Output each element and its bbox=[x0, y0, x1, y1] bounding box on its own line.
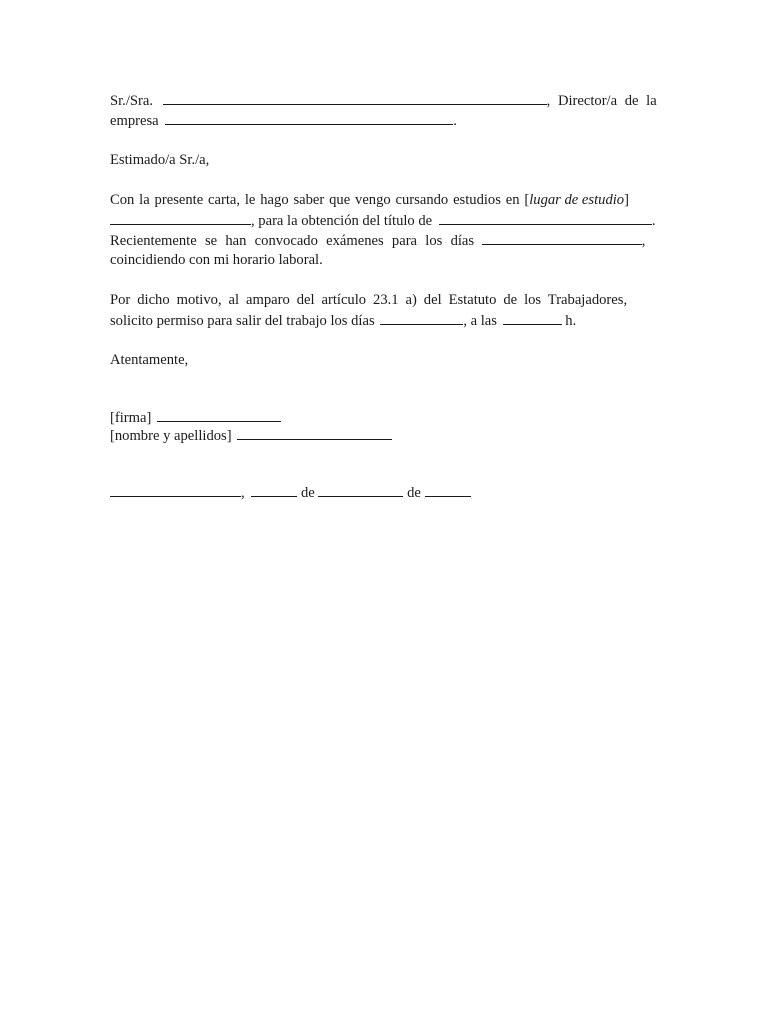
paragraph1-line2 bbox=[110, 210, 655, 230]
bracket-close: ] bbox=[624, 192, 629, 208]
recipient-line-1 bbox=[110, 90, 659, 110]
city-blank[interactable] bbox=[110, 482, 241, 497]
period: . bbox=[651, 213, 656, 229]
company-label: empresa bbox=[110, 113, 159, 129]
signature-label: [firma] bbox=[110, 410, 152, 426]
name-blank[interactable] bbox=[237, 425, 392, 440]
paragraph1-line4: coincidiendo con mi horario laboral. bbox=[110, 252, 323, 268]
period: . bbox=[453, 113, 457, 129]
study-place-placeholder: lugar de estudio bbox=[529, 192, 625, 208]
signature-line bbox=[110, 407, 281, 427]
paragraph1-text: Con la presente carta, le hago saber que vengo cursando estudios en [ bbox=[110, 192, 530, 208]
date-line bbox=[110, 482, 471, 502]
recipient-suffix: , Director/a de la bbox=[546, 93, 657, 109]
greeting: Estimado/a Sr./a, bbox=[110, 152, 210, 168]
de-label: de bbox=[407, 485, 421, 501]
paragraph2-line2 bbox=[110, 310, 576, 330]
comma: , bbox=[641, 233, 646, 249]
paragraph1-line3 bbox=[110, 230, 645, 250]
paragraph1-line1 bbox=[110, 190, 629, 210]
company-name-blank[interactable] bbox=[165, 110, 453, 125]
degree-blank[interactable] bbox=[439, 210, 652, 225]
exams-text: Recientemente se han convocado exámenes para los días bbox=[110, 233, 475, 249]
paragraph2-text: Por dicho motivo, al amparo del artículo 23.1 a) del Estatuto de los Trabajadores, bbox=[110, 292, 628, 308]
recipient-prefix: Sr./Sra. bbox=[110, 93, 153, 109]
comma: , bbox=[241, 485, 245, 501]
paragraph2-line1 bbox=[110, 290, 627, 310]
leave-time-blank[interactable] bbox=[503, 310, 562, 325]
time-text: , a las bbox=[463, 313, 497, 329]
exam-days-blank[interactable] bbox=[482, 230, 642, 245]
name-line bbox=[110, 425, 392, 445]
closing: Atentamente, bbox=[110, 352, 189, 368]
recipient-name-blank[interactable] bbox=[163, 90, 547, 105]
leave-days-blank[interactable] bbox=[380, 310, 463, 325]
signature-blank[interactable] bbox=[157, 407, 281, 422]
degree-text: , para la obtención del título de bbox=[251, 213, 433, 229]
recipient-line-2 bbox=[110, 110, 457, 130]
month-blank[interactable] bbox=[318, 482, 403, 497]
year-blank[interactable] bbox=[425, 482, 471, 497]
study-place-blank[interactable] bbox=[110, 210, 251, 225]
permission-text: solicito permiso para salir del trabajo los días bbox=[110, 313, 375, 329]
hour-suffix: h. bbox=[565, 313, 577, 329]
day-blank[interactable] bbox=[251, 482, 297, 497]
de-label: de bbox=[300, 485, 315, 501]
name-label: [nombre y apellidos] bbox=[110, 428, 232, 444]
